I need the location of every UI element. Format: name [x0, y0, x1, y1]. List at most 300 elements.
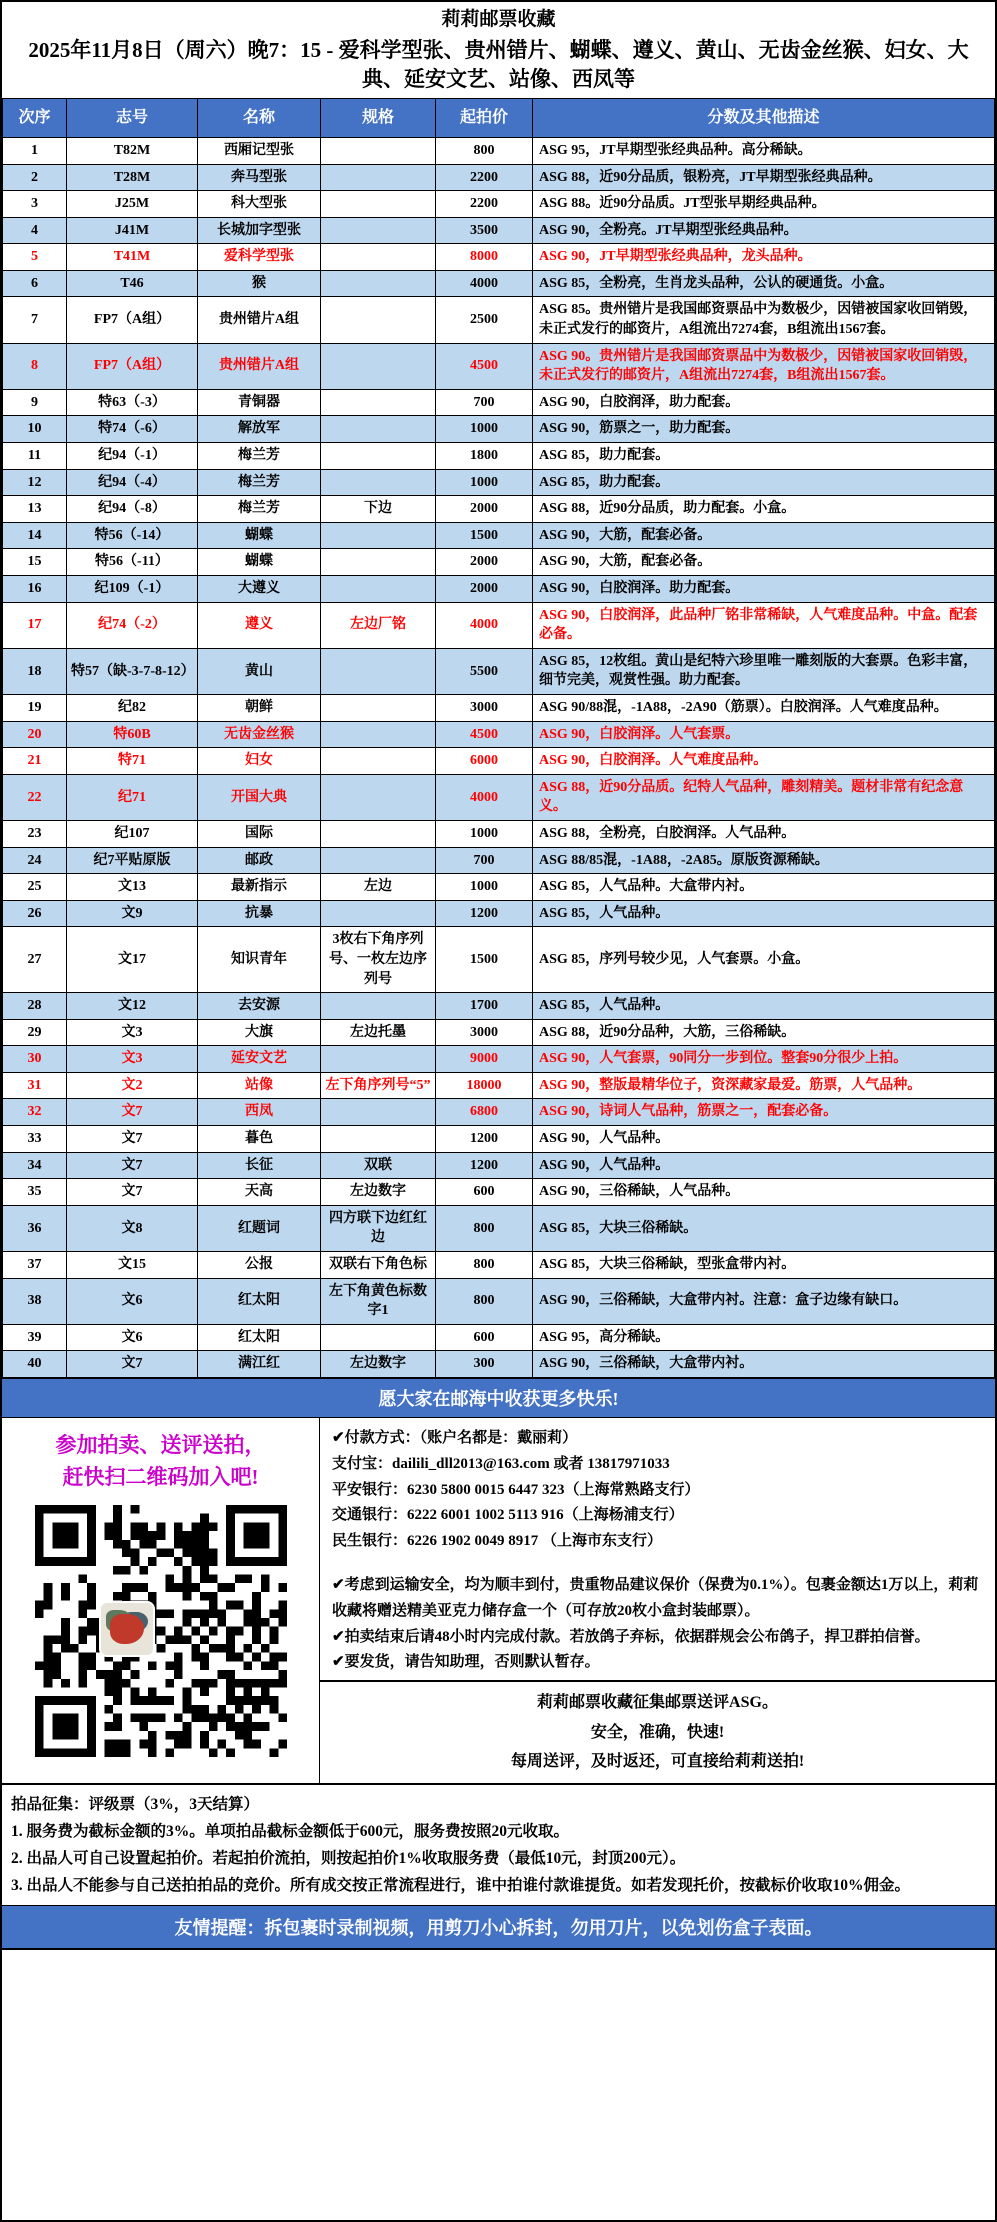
cell-no: 25	[3, 874, 67, 901]
payment-line	[332, 1555, 983, 1573]
cell-no: 6	[3, 270, 67, 297]
cell-no: 5	[3, 244, 67, 271]
qr-code-wrap	[8, 1505, 313, 1757]
table-row	[3, 191, 995, 218]
cell-spec: 3枚右下角序列号、一枚左边序列号	[321, 927, 436, 993]
table-row	[3, 1152, 995, 1179]
wish-banner: 愿大家在邮海中收获更多快乐!	[2, 1378, 995, 1418]
table-row	[3, 270, 995, 297]
cell-code: T46	[67, 270, 198, 297]
cell-no: 29	[3, 1019, 67, 1046]
cell-no: 36	[3, 1205, 67, 1251]
table-row	[3, 1252, 995, 1279]
column-header-order: 次序	[3, 98, 67, 137]
cell-no: 9	[3, 389, 67, 416]
cell-name: 贵州错片A组	[198, 343, 321, 389]
cell-price: 5500	[436, 648, 533, 694]
cell-desc: ASG 90，人气品种。	[533, 1126, 995, 1153]
table-row	[3, 927, 995, 993]
cell-no: 23	[3, 820, 67, 847]
cell-name: 蝴蝶	[198, 522, 321, 549]
cell-spec	[321, 270, 436, 297]
cell-name: 大遵义	[198, 576, 321, 603]
cell-code: 纪94（-4）	[67, 469, 198, 496]
cell-spec	[321, 900, 436, 927]
cell-no: 28	[3, 993, 67, 1020]
cell-no: 21	[3, 748, 67, 775]
table-row	[3, 576, 995, 603]
cell-no: 31	[3, 1072, 67, 1099]
cell-price: 1500	[436, 927, 533, 993]
cell-no: 1	[3, 137, 67, 164]
cell-code: 特74（-6）	[67, 416, 198, 443]
cell-no: 15	[3, 549, 67, 576]
cell-code: 特63（-3）	[67, 389, 198, 416]
cell-spec	[321, 993, 436, 1020]
table-row	[3, 297, 995, 343]
cell-code: 特71	[67, 748, 198, 775]
cell-name: 无齿金丝猴	[198, 721, 321, 748]
cell-no: 35	[3, 1179, 67, 1206]
cell-price: 800	[436, 1278, 533, 1324]
cell-price: 9000	[436, 1046, 533, 1073]
table-row	[3, 1126, 995, 1153]
cell-name: 知识青年	[198, 927, 321, 993]
cell-spec	[321, 820, 436, 847]
table-row	[3, 1019, 995, 1046]
cell-spec	[321, 343, 436, 389]
cell-name: 青铜器	[198, 389, 321, 416]
cell-no: 12	[3, 469, 67, 496]
cell-code: 文7	[67, 1099, 198, 1126]
table-row	[3, 1072, 995, 1099]
cell-no: 38	[3, 1278, 67, 1324]
cell-code: 文8	[67, 1205, 198, 1251]
cell-spec	[321, 694, 436, 721]
table-row	[3, 847, 995, 874]
cell-code: 文9	[67, 900, 198, 927]
table-row	[3, 748, 995, 775]
cell-no: 24	[3, 847, 67, 874]
cell-spec: 四方联下边红红边	[321, 1205, 436, 1251]
auction-table	[2, 98, 995, 1378]
cell-desc: ASG 90/88混，-1A88，-2A90（筋票）。白胶润泽。人气难度品种。	[533, 694, 995, 721]
cell-code: FP7（A组）	[67, 297, 198, 343]
cell-no: 7	[3, 297, 67, 343]
cell-no: 19	[3, 694, 67, 721]
cell-desc: ASG 85，人气品种。大盒带内衬。	[533, 874, 995, 901]
cell-price: 3500	[436, 217, 533, 244]
cell-code: 纪109（-1）	[67, 576, 198, 603]
consignment-rules	[2, 1785, 995, 1907]
asg-line: 莉莉邮票收藏征集邮票送评ASG。	[537, 1694, 778, 1712]
cell-price: 2000	[436, 576, 533, 603]
cell-name: 妇女	[198, 748, 321, 775]
cell-name: 长城加字型张	[198, 217, 321, 244]
cell-spec	[321, 748, 436, 775]
cell-spec: 下边	[321, 496, 436, 523]
cell-code: 纪71	[67, 774, 198, 820]
cell-name: 最新指示	[198, 874, 321, 901]
cell-spec	[321, 648, 436, 694]
table-row	[3, 496, 995, 523]
cell-no: 40	[3, 1351, 67, 1378]
cell-code: 文12	[67, 993, 198, 1020]
top-header	[2, 2, 995, 98]
cell-no: 22	[3, 774, 67, 820]
cell-code: 文15	[67, 1252, 198, 1279]
cell-no: 27	[3, 927, 67, 993]
payment-line: 支付宝：dailili_dll2013@163.com 或者 13817971033	[332, 1455, 670, 1472]
cell-name: 抗暴	[198, 900, 321, 927]
cell-desc: ASG 90，整版最精华位子，资深藏家最爱。筋票，人气品种。	[533, 1072, 995, 1099]
cell-code: 纪82	[67, 694, 198, 721]
cell-name: 去安源	[198, 993, 321, 1020]
payment-info	[320, 1418, 995, 1680]
cell-spec	[321, 1046, 436, 1073]
cell-price: 2500	[436, 297, 533, 343]
cell-code: 文6	[67, 1324, 198, 1351]
cell-code: FP7（A组）	[67, 343, 198, 389]
table-row	[3, 1046, 995, 1073]
table-row	[3, 602, 995, 648]
cell-code: 纪107	[67, 820, 198, 847]
cell-spec	[321, 1126, 436, 1153]
cell-spec	[321, 847, 436, 874]
cell-price: 1500	[436, 522, 533, 549]
cell-code: 文7	[67, 1351, 198, 1378]
cell-desc: ASG 90，白胶润泽。人气难度品种。	[533, 748, 995, 775]
cell-price: 1800	[436, 443, 533, 470]
cell-spec	[321, 191, 436, 218]
payment-line: ✔考虑到运输安全，均为顺丰到付，贵重物品建议保价（保费为0.1%）。包裹金额达1万以上，莉莉收藏将赠送精美亚克力储存盒一个（可存放20枚小盒封装邮票）。	[332, 1577, 979, 1619]
cell-spec	[321, 522, 436, 549]
cell-code: J25M	[67, 191, 198, 218]
cell-desc: ASG 95，JT早期型张经典品种。高分稀缺。	[533, 137, 995, 164]
table-row	[3, 1205, 995, 1251]
cell-price: 1200	[436, 1126, 533, 1153]
cell-no: 39	[3, 1324, 67, 1351]
cell-name: 遵义	[198, 602, 321, 648]
cell-price: 3000	[436, 1019, 533, 1046]
cell-desc: ASG 88/85混，-1A88，-2A85。原版资源稀缺。	[533, 847, 995, 874]
table-row	[3, 549, 995, 576]
cell-name: 朝鲜	[198, 694, 321, 721]
cell-name: 大旗	[198, 1019, 321, 1046]
cell-desc: ASG 90，人气品种。	[533, 1152, 995, 1179]
cell-spec: 左边数字	[321, 1179, 436, 1206]
cell-desc: ASG 90，三俗稀缺，大盒带内衬。	[533, 1351, 995, 1378]
payment-line: 民生银行：6226 1902 0049 8917 （上海市东支行）	[332, 1533, 663, 1550]
table-header-row	[3, 98, 995, 137]
cell-spec	[321, 576, 436, 603]
cell-name: 奔马型张	[198, 164, 321, 191]
bottom-whitespace	[2, 1950, 995, 2220]
cell-code: 纪94（-8）	[67, 496, 198, 523]
cell-spec	[321, 1324, 436, 1351]
cell-spec: 左边托墨	[321, 1019, 436, 1046]
page-title: 莉莉邮票收藏	[441, 9, 556, 30]
table-row	[3, 1351, 995, 1378]
cell-spec	[321, 297, 436, 343]
cell-code: 特57（缺-3-7-8-12）	[67, 648, 198, 694]
cell-no: 16	[3, 576, 67, 603]
cell-no: 3	[3, 191, 67, 218]
cell-price: 800	[436, 1252, 533, 1279]
cell-desc: ASG 85，人气品种。	[533, 993, 995, 1020]
cell-price: 3000	[436, 694, 533, 721]
rule-item: 1. 服务费为截标金额的3%。单项拍品截标金额低于600元，服务费按照20元收取。	[11, 1823, 570, 1841]
cell-desc: ASG 85，大块三俗稀缺。	[533, 1205, 995, 1251]
cell-name: 开国大典	[198, 774, 321, 820]
cell-desc: ASG 90。贵州错片是我国邮资票品中为数极少，因错被国家收回销毁，未正式发行的邮资片，A组流出7274套，B组流出1567套。	[533, 343, 995, 389]
cell-name: 满江红	[198, 1351, 321, 1378]
table-row	[3, 993, 995, 1020]
cell-desc: ASG 85，大块三俗稀缺，型张盒带内衬。	[533, 1252, 995, 1279]
cell-spec	[321, 549, 436, 576]
cell-no: 10	[3, 416, 67, 443]
cell-code: 文7	[67, 1152, 198, 1179]
cell-price: 2000	[436, 549, 533, 576]
cell-no: 11	[3, 443, 67, 470]
cell-name: 贵州错片A组	[198, 297, 321, 343]
cell-name: 红太阳	[198, 1278, 321, 1324]
cell-desc: ASG 90，白胶润泽，助力配套。	[533, 389, 995, 416]
cell-name: 暮色	[198, 1126, 321, 1153]
invite-text-line1: 参加拍卖、送评送拍，	[55, 1433, 266, 1458]
cell-price: 6000	[436, 748, 533, 775]
table-row	[3, 469, 995, 496]
cell-price: 700	[436, 389, 533, 416]
cell-spec	[321, 137, 436, 164]
cell-no: 18	[3, 648, 67, 694]
cell-price: 8000	[436, 244, 533, 271]
cell-no: 8	[3, 343, 67, 389]
cell-price: 600	[436, 1324, 533, 1351]
cell-desc: ASG 90，大筋，配套必备。	[533, 549, 995, 576]
cell-desc: ASG 85，人气品种。	[533, 900, 995, 927]
cell-code: 纪94（-1）	[67, 443, 198, 470]
cell-spec: 左边	[321, 874, 436, 901]
cell-name: 蝴蝶	[198, 549, 321, 576]
cell-name: 黄山	[198, 648, 321, 694]
cell-price: 1000	[436, 874, 533, 901]
cell-spec	[321, 774, 436, 820]
asg-service-box	[320, 1680, 995, 1783]
cell-price: 1200	[436, 1152, 533, 1179]
payment-line: 交通银行：6222 6001 1002 5113 916（上海杨浦支行）	[332, 1507, 684, 1524]
cell-price: 1000	[436, 469, 533, 496]
cell-no: 14	[3, 522, 67, 549]
table-row	[3, 244, 995, 271]
cell-desc: ASG 90，筋票之一，助力配套。	[533, 416, 995, 443]
cell-spec	[321, 389, 436, 416]
cell-spec	[321, 164, 436, 191]
cell-no: 30	[3, 1046, 67, 1073]
table-row	[3, 164, 995, 191]
cell-desc: ASG 90，三俗稀缺，大盒带内衬。注意：盒子边缘有缺口。	[533, 1278, 995, 1324]
cell-price: 4500	[436, 343, 533, 389]
cell-price: 6800	[436, 1099, 533, 1126]
rule-item: 2. 出品人可自己设置起拍价。若起拍价流拍，则按起拍价1%收取服务费（最低10元，封顶200元）。	[11, 1850, 686, 1868]
cell-code: 特60B	[67, 721, 198, 748]
cell-name: 长征	[198, 1152, 321, 1179]
cell-price: 1000	[436, 416, 533, 443]
cell-desc: ASG 85，助力配套。	[533, 469, 995, 496]
payment-line: ✔付款方式：（账户名都是：戴丽莉）	[332, 1430, 578, 1447]
cell-desc: ASG 88，全粉亮，白胶润泽。人气品种。	[533, 820, 995, 847]
cell-spec	[321, 721, 436, 748]
cell-desc: ASG 88，近90分品质。纪特人气品种，雕刻精美。题材非常有纪念意义。	[533, 774, 995, 820]
cell-price: 1200	[436, 900, 533, 927]
table-row	[3, 694, 995, 721]
cell-price: 700	[436, 847, 533, 874]
table-row	[3, 874, 995, 901]
cell-code: 文13	[67, 874, 198, 901]
cell-price: 4000	[436, 774, 533, 820]
table-row	[3, 1179, 995, 1206]
table-row	[3, 217, 995, 244]
cell-no: 32	[3, 1099, 67, 1126]
cell-desc: ASG 90，白胶润泽，此品种厂铭非常稀缺，人气难度品种。中盒。配套必备。	[533, 602, 995, 648]
cell-name: 西凤	[198, 1099, 321, 1126]
cell-name: 梅兰芳	[198, 496, 321, 523]
cell-spec	[321, 443, 436, 470]
cell-desc: ASG 90，三俗稀缺，人气品种。	[533, 1179, 995, 1206]
table-row	[3, 1099, 995, 1126]
cell-code: T82M	[67, 137, 198, 164]
column-header-spec: 规格	[321, 98, 436, 137]
cell-name: 站像	[198, 1072, 321, 1099]
cell-desc: ASG 90，JT早期型张经典品种，龙头品种。	[533, 244, 995, 271]
cell-spec: 左边数字	[321, 1351, 436, 1378]
cell-name: 国际	[198, 820, 321, 847]
table-row	[3, 648, 995, 694]
table-row	[3, 774, 995, 820]
cell-no: 33	[3, 1126, 67, 1153]
cell-desc: ASG 90，白胶润泽。人气套票。	[533, 721, 995, 748]
cell-spec: 左下角序列号“5”	[321, 1072, 436, 1099]
cell-code: 纪7平贴原版	[67, 847, 198, 874]
cell-name: 爱科学型张	[198, 244, 321, 271]
column-header-code: 志号	[67, 98, 198, 137]
cell-name: 西厢记型张	[198, 137, 321, 164]
page-subtitle: 2025年11月8日（周六）晚7：15 - 爱科学型张、贵州错片、蝴蝶、遵义、黄山、无齿金丝猴、妇女、大典、延安文艺、站像、西凤等	[28, 37, 969, 91]
cell-name: 猴	[198, 270, 321, 297]
cell-spec: 双联	[321, 1152, 436, 1179]
cell-code: 纪74（-2）	[67, 602, 198, 648]
table-row	[3, 343, 995, 389]
table-row	[3, 900, 995, 927]
cell-desc: ASG 90，白胶润泽。助力配套。	[533, 576, 995, 603]
cell-desc: ASG 88，近90分品质，助力配套。小盒。	[533, 496, 995, 523]
cell-no: 20	[3, 721, 67, 748]
cell-price: 300	[436, 1351, 533, 1378]
cell-code: 文7	[67, 1179, 198, 1206]
cell-name: 梅兰芳	[198, 443, 321, 470]
table-row	[3, 1278, 995, 1324]
cell-price: 4000	[436, 602, 533, 648]
cell-desc: ASG 90，诗词人气品种，筋票之一，配套必备。	[533, 1099, 995, 1126]
cell-spec: 左边厂铭	[321, 602, 436, 648]
cell-desc: ASG 85，12枚组。黄山是纪特六珍里唯一雕刻版的大套票。色彩丰富，细节完美，观赏性强。助力配套。	[533, 648, 995, 694]
payment-line: ✔拍卖结束后请48小时内完成付款。若放鸽子弃标，依据群规会公布鸽子，捍卫群拍信誉。	[332, 1628, 930, 1645]
qr-code	[35, 1505, 287, 1757]
cell-desc: ASG 85，助力配套。	[533, 443, 995, 470]
table-row	[3, 1324, 995, 1351]
table-row	[3, 137, 995, 164]
cell-code: 文17	[67, 927, 198, 993]
cell-code: 文3	[67, 1019, 198, 1046]
cell-no: 17	[3, 602, 67, 648]
table-row	[3, 522, 995, 549]
cell-name: 红太阳	[198, 1324, 321, 1351]
cell-price: 800	[436, 137, 533, 164]
cell-desc: ASG 88，近90分品质，银粉亮，JT早期型张经典品种。	[533, 164, 995, 191]
cell-desc: ASG 90，全粉亮。JT早期型张经典品种。	[533, 217, 995, 244]
cell-name: 天高	[198, 1179, 321, 1206]
cell-spec	[321, 469, 436, 496]
cell-name: 红题词	[198, 1205, 321, 1251]
cell-name: 梅兰芳	[198, 469, 321, 496]
cell-price: 4500	[436, 721, 533, 748]
table-row	[3, 443, 995, 470]
cell-price: 2200	[436, 164, 533, 191]
cell-no: 34	[3, 1152, 67, 1179]
table-row	[3, 820, 995, 847]
invite-text-line2: 赶快扫二维码加入吧!	[62, 1464, 259, 1489]
auction-table-body	[3, 137, 995, 1377]
cell-code: 文2	[67, 1072, 198, 1099]
table-row	[3, 416, 995, 443]
cell-name: 公报	[198, 1252, 321, 1279]
cell-spec: 双联右下角色标	[321, 1252, 436, 1279]
cell-desc: ASG 85，序列号较少见，人气套票。小盒。	[533, 927, 995, 993]
cell-code: 特56（-14）	[67, 522, 198, 549]
cell-desc: ASG 90，大筋，配套必备。	[533, 522, 995, 549]
reminder-banner: 友情提醒：拆包裹时录制视频，用剪刀小心拆封，勿用刀片，以免划伤盒子表面。	[2, 1906, 995, 1950]
cell-spec: 左下角黄色标数字1	[321, 1278, 436, 1324]
cell-spec	[321, 217, 436, 244]
cell-desc: ASG 88，近90分品种，大筋，三俗稀缺。	[533, 1019, 995, 1046]
cell-spec	[321, 244, 436, 271]
cell-code: 文3	[67, 1046, 198, 1073]
cell-code: 文6	[67, 1278, 198, 1324]
cell-price: 18000	[436, 1072, 533, 1099]
table-row	[3, 721, 995, 748]
cell-desc: ASG 88。近90分品质。JT型张早期经典品种。	[533, 191, 995, 218]
cell-no: 37	[3, 1252, 67, 1279]
footer-left-column	[2, 1418, 320, 1783]
footer-box	[2, 1418, 995, 1785]
payment-line: 平安银行：6230 5800 0015 6447 323（上海常熟路支行）	[332, 1481, 700, 1498]
cell-price: 1700	[436, 993, 533, 1020]
cell-name: 科大型张	[198, 191, 321, 218]
cell-desc: ASG 85，全粉亮，生肖龙头品种，公认的硬通货。小盒。	[533, 270, 995, 297]
cell-spec	[321, 416, 436, 443]
cell-code: T41M	[67, 244, 198, 271]
cell-desc: ASG 90，人气套票，90同分一步到位。整套90分很少上拍。	[533, 1046, 995, 1073]
table-row	[3, 389, 995, 416]
cell-desc: ASG 95，高分稀缺。	[533, 1324, 995, 1351]
asg-line: 每周送评，及时返还，可直接给莉莉送拍!	[510, 1753, 805, 1771]
cell-no: 26	[3, 900, 67, 927]
asg-line: 安全，准确，快速!	[590, 1723, 725, 1741]
cell-code: 特56（-11）	[67, 549, 198, 576]
cell-code: T28M	[67, 164, 198, 191]
cell-no: 2	[3, 164, 67, 191]
cell-price: 600	[436, 1179, 533, 1206]
